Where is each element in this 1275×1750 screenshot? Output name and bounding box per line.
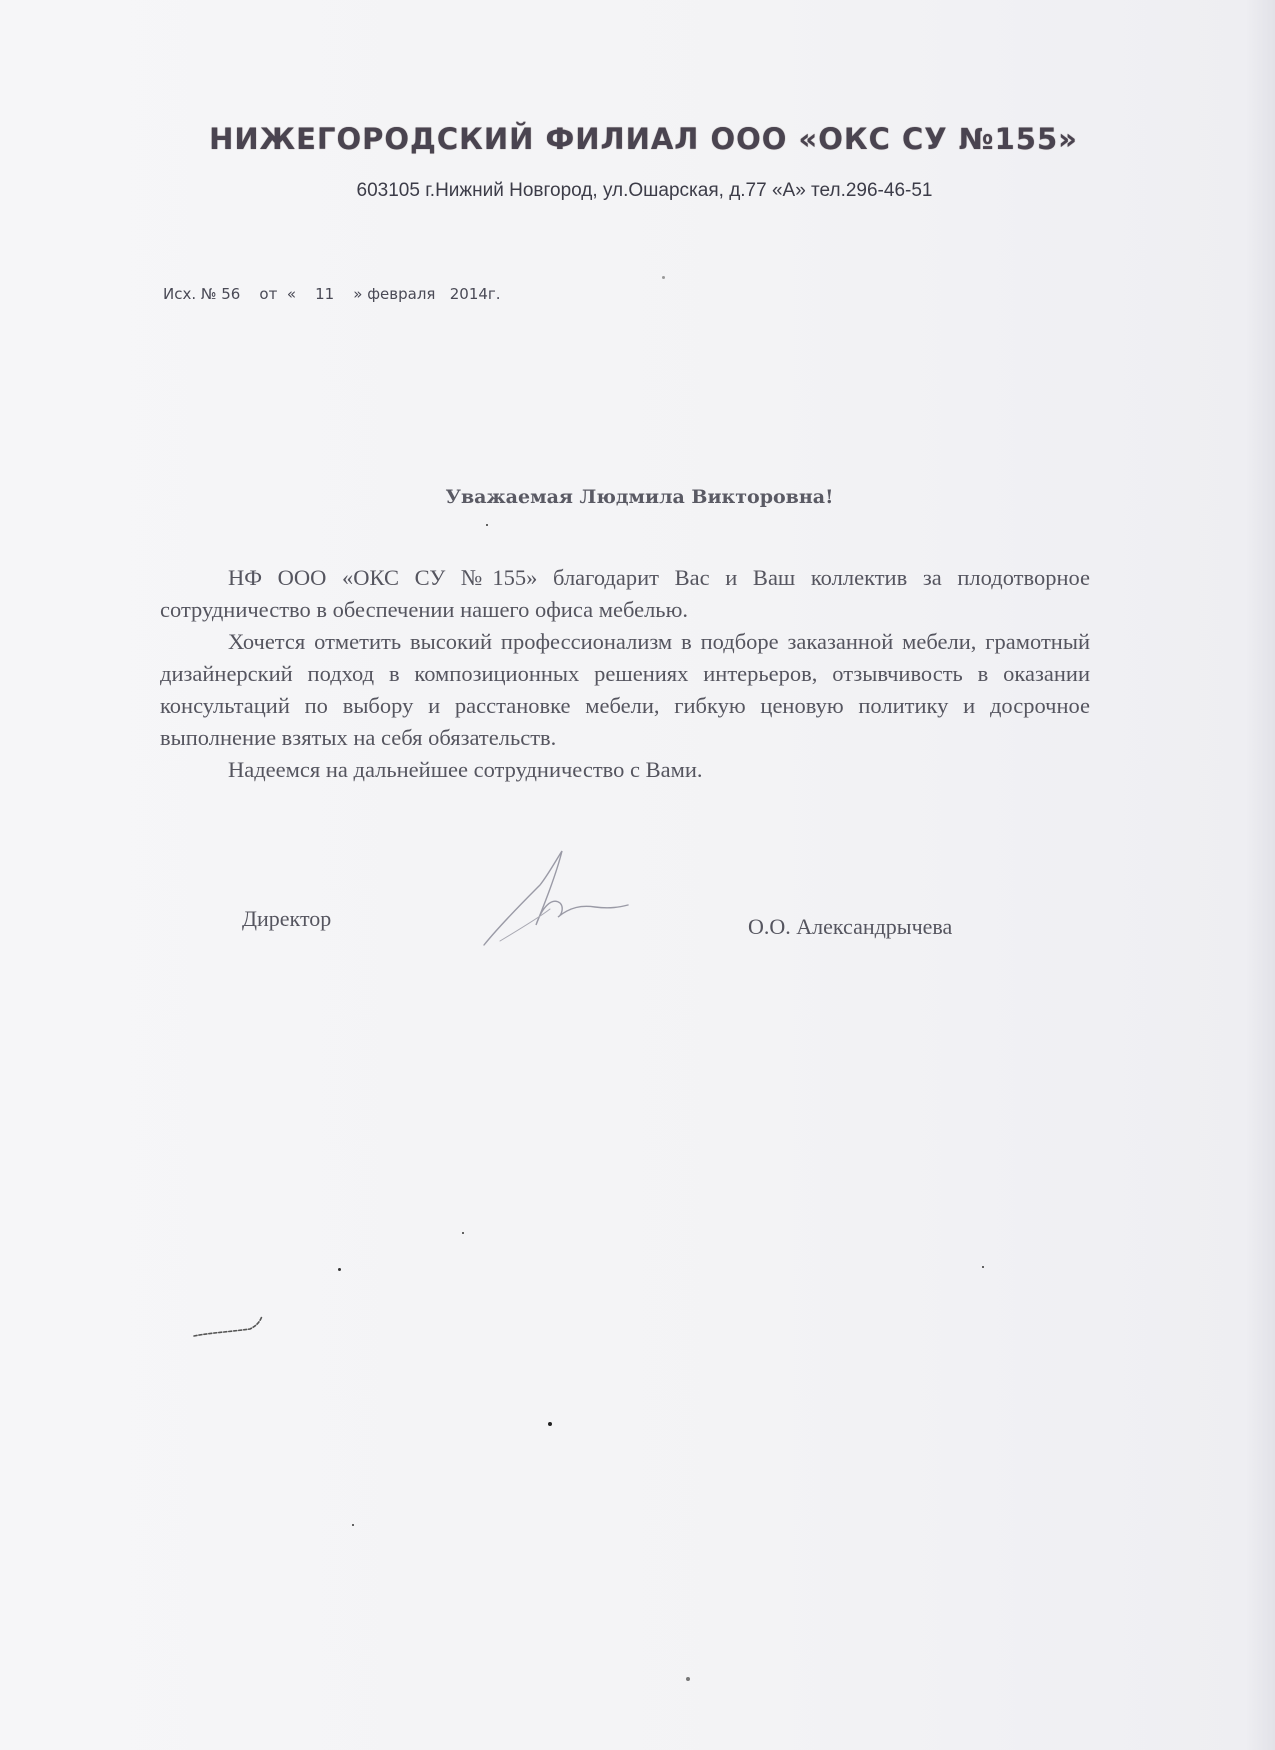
paper-speck xyxy=(486,524,488,526)
letter-body xyxy=(160,562,1090,786)
paper-speck xyxy=(686,1677,690,1681)
page-edge-shadow xyxy=(1245,0,1275,1750)
paper-speck xyxy=(352,1524,354,1526)
body-paragraph: Хочется отметить высокий профессионализм в подборе заказанной мебели, грамотный дизайнерский подход в композиционных решениях интерьеров, отзывчивость в оказании консультаций по выбору и расстановке мебели, гибкую ценовую политику и досрочное выполнение взятых на себя обязательств. xyxy=(160,629,1090,750)
handwritten-signature xyxy=(470,845,670,955)
pen-scribble-mark xyxy=(190,1300,290,1340)
letterhead-title: НИЖЕГОРОДСКИЙ ФИЛИАЛ ООО «ОКС СУ №155» xyxy=(209,122,1078,156)
paper-speck xyxy=(548,1422,552,1426)
signer-name: О.О. Александрычева xyxy=(748,914,953,939)
paper-speck xyxy=(462,1232,464,1234)
paper-speck xyxy=(662,276,665,279)
signer-title: Директор xyxy=(242,906,332,931)
letterhead-address: 603105 г.Нижний Новгород, ул.Ошарская, д.77 «А» тел.296-46-51 xyxy=(356,180,933,201)
letter-greeting: Уважаемая Людмила Викторовна! xyxy=(445,486,834,508)
paper-speck xyxy=(982,1266,984,1268)
body-paragraph: НФ ООО «ОКС СУ №155» благодарит Вас и Ваш коллектив за плодотворное сотрудничество в обеспечении нашего офиса мебелью. xyxy=(160,565,1090,622)
paper-speck xyxy=(338,1268,341,1271)
outgoing-reference: Исх. № 56 от « 11 » февраля 2014г. xyxy=(163,285,501,303)
body-paragraph: Надеемся на дальнейшее сотрудничество с Вами. xyxy=(228,757,703,782)
